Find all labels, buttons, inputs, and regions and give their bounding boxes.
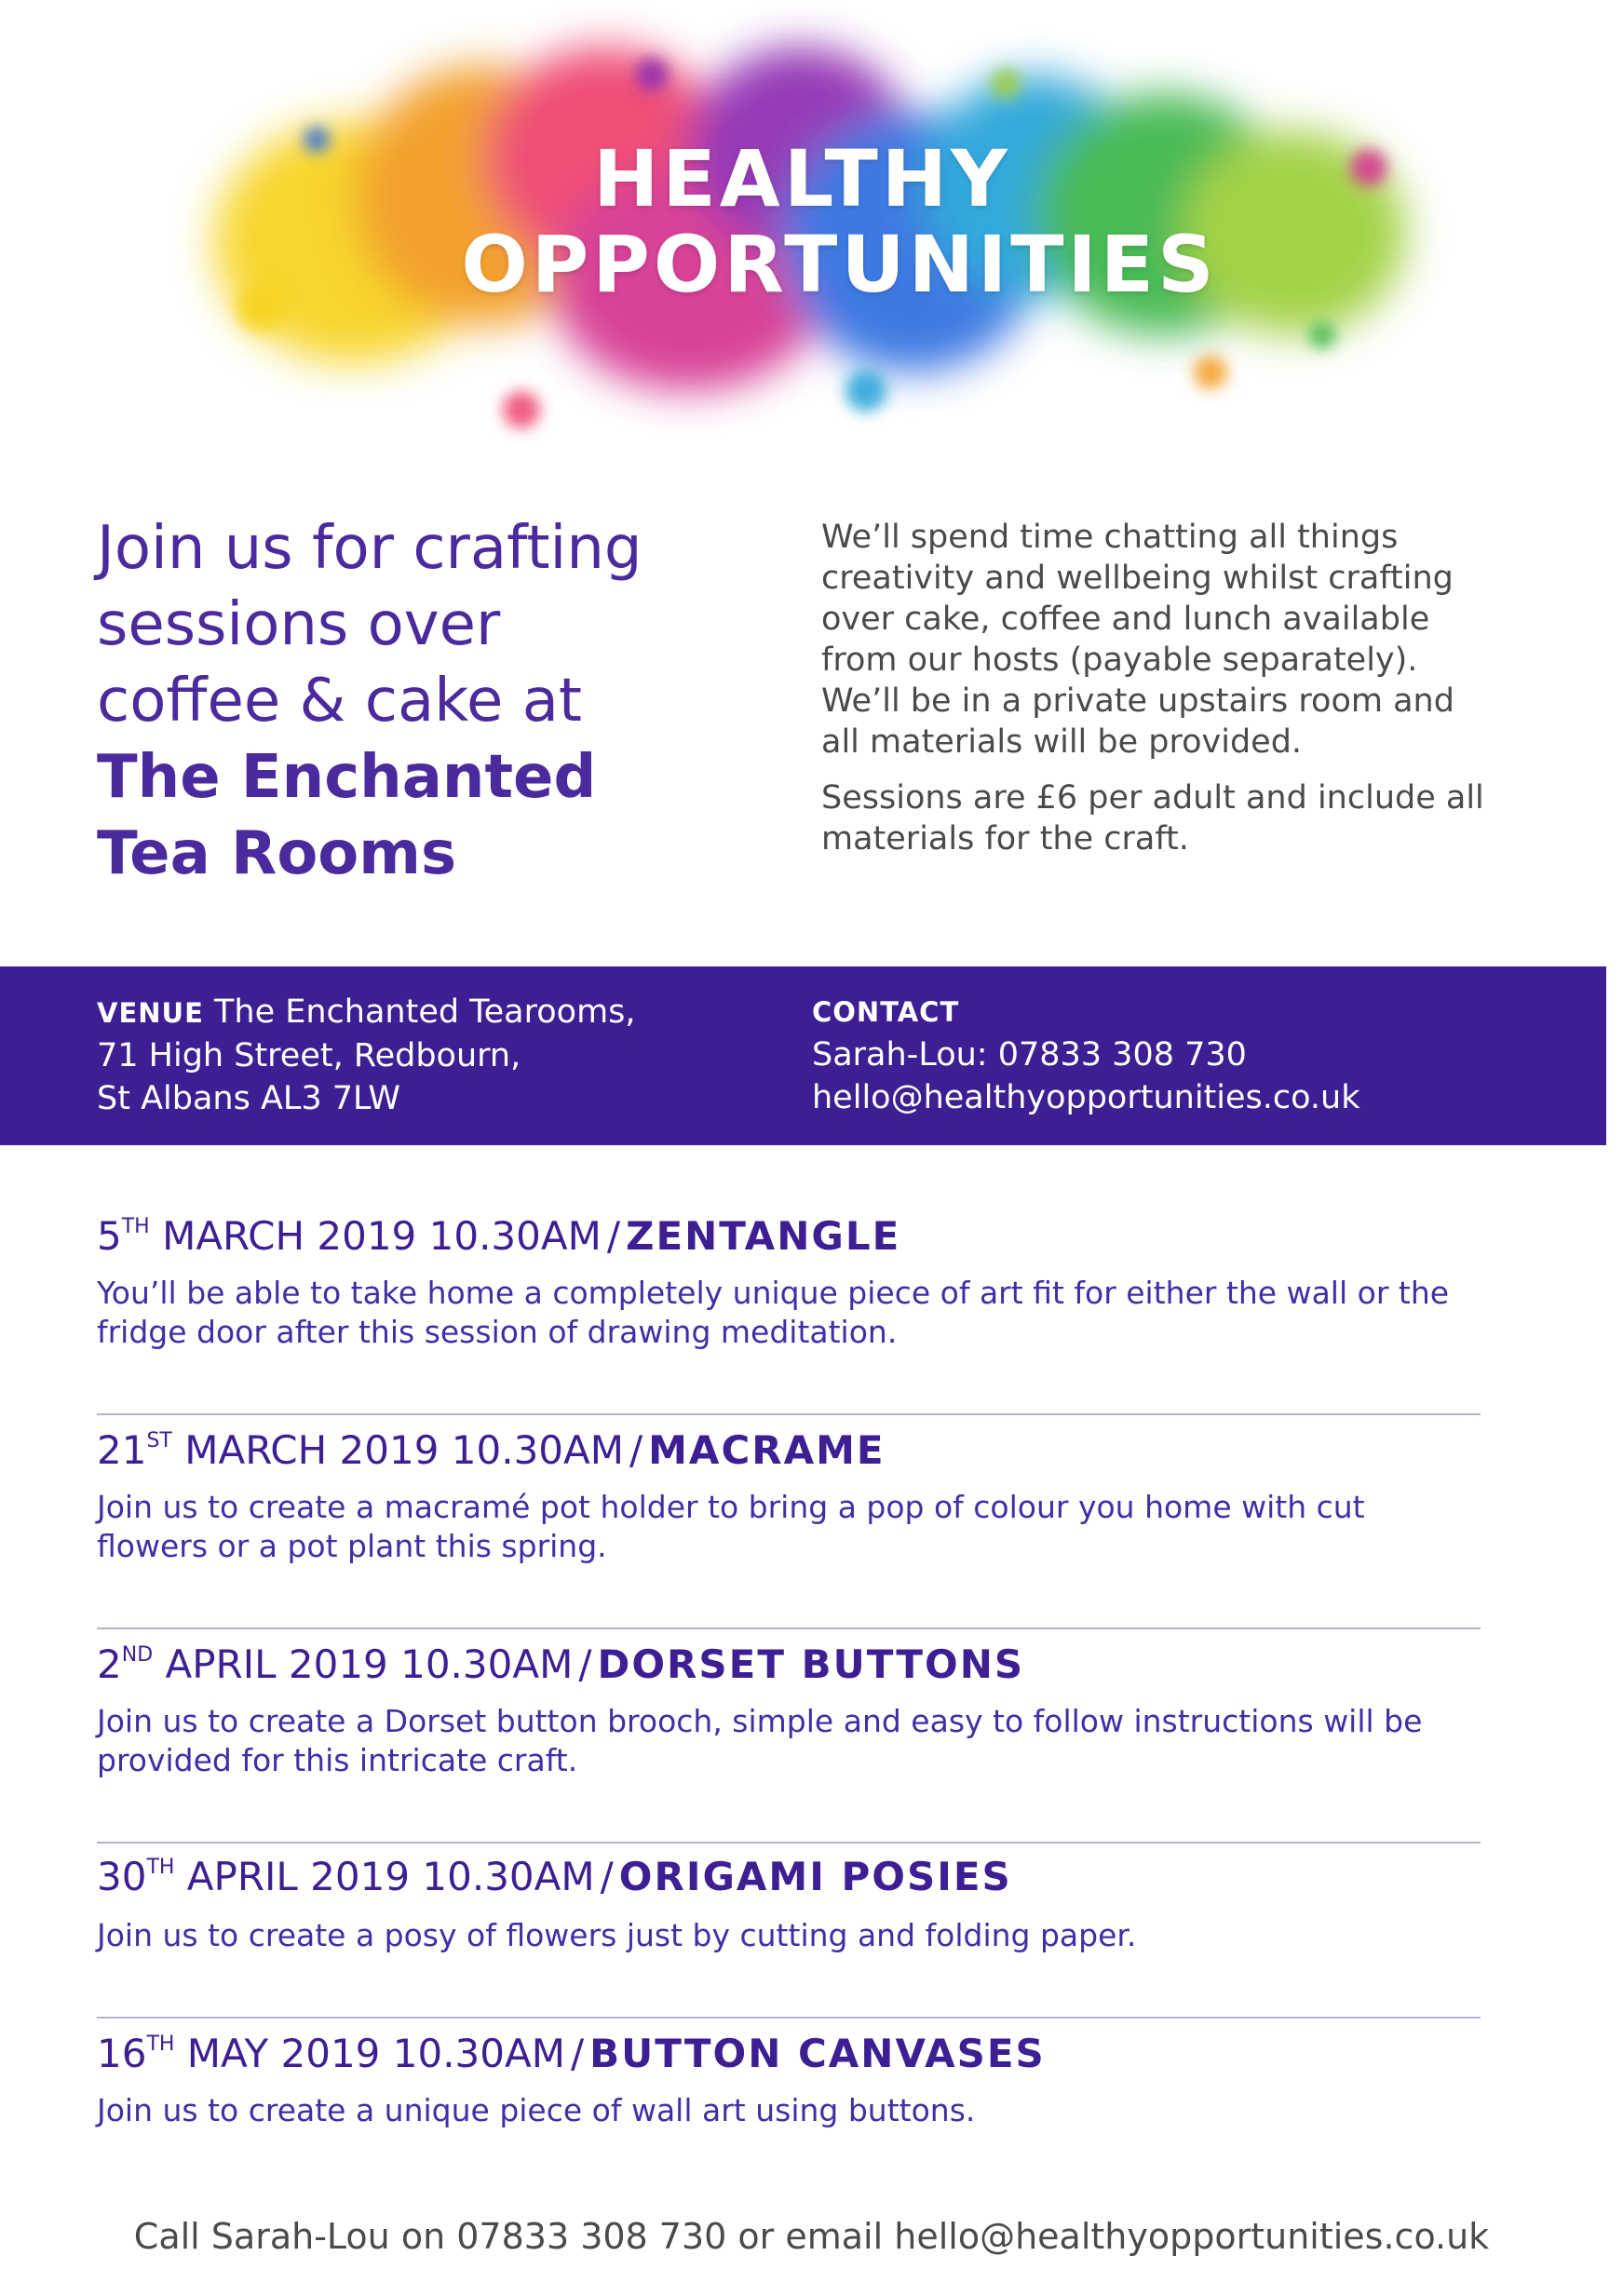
session-date-time: APRIL 2019 10.30AM (186, 1854, 595, 1899)
sessions-list (97, 1201, 1481, 2233)
intro-heading-line3: coffee & cake at (97, 667, 582, 736)
session-separator: / (629, 1427, 643, 1473)
session-day-suffix: TH (146, 1856, 175, 1879)
session-heading (97, 1853, 1012, 1901)
session-description: You’ll be able to take home a completely unique piece of art fit for either the wall or the fridge door after this session of drawing meditation. (97, 1275, 1450, 1350)
session-date-time: MARCH 2019 10.30AM (162, 1213, 602, 1259)
session-day: 2 (97, 1641, 122, 1687)
intro-body (821, 517, 1492, 859)
session-description: Join us to create a Dorset button brooch, simple and easy to follow instructions will be provided for this intricate craft. (97, 1703, 1423, 1778)
session-item (97, 1201, 1481, 1415)
intro-venue-line1: The Enchanted (97, 743, 597, 812)
session-heading (97, 1641, 1024, 1689)
session-separator: / (578, 1641, 592, 1687)
session-heading (97, 1212, 900, 1261)
venue-label: VENUE (97, 997, 204, 1029)
session-day-suffix: ST (146, 1429, 172, 1452)
intro-paragraph-2: Sessions are £6 per adult and include all materials for the craft. (821, 779, 1484, 858)
session-day-suffix: TH (146, 2033, 175, 2056)
contact-email: hello@healthyopportunities.co.uk (812, 1079, 1360, 1116)
contact-block (812, 991, 1594, 1119)
session-separator: / (600, 1854, 614, 1899)
contact-label: CONTACT (812, 996, 960, 1028)
session-date-time: APRIL 2019 10.30AM (165, 1641, 574, 1687)
session-date-time: MARCH 2019 10.30AM (184, 1427, 624, 1473)
session-day: 30 (97, 1854, 147, 1899)
session-item (97, 1629, 1481, 1844)
brand-title-line1: HEALTHY (593, 133, 1011, 224)
session-title: ORIGAMI POSIES (618, 1854, 1012, 1899)
session-day: 5 (97, 1213, 122, 1259)
session-title: BUTTON CANVASES (589, 2031, 1046, 2076)
intro-heading-line2: sessions over (97, 590, 501, 659)
venue-line3: St Albans AL3 7LW (97, 1080, 400, 1117)
venue-block (97, 991, 767, 1120)
session-description: Join us to create a unique piece of wall art using buttons. (97, 2092, 976, 2128)
paint-splash-header (0, 0, 1623, 475)
intro-heading (97, 510, 749, 892)
footer-contact-line: Call Sarah-Lou on 07833 308 730 or email hello@healthyopportunities.co.uk (133, 2216, 1490, 2257)
intro-venue-line2: Tea Rooms (97, 819, 457, 888)
session-separator: / (606, 1213, 620, 1259)
session-date-time: MAY 2019 10.30AM (186, 2031, 565, 2076)
session-description: Join us to create a posy of flowers just by cutting and folding paper. (97, 1917, 1137, 1953)
session-heading (97, 2030, 1046, 2078)
session-title: ZENTANGLE (626, 1213, 901, 1259)
session-heading (97, 1426, 886, 1475)
brand-title-line2: OPPORTUNITIES (461, 219, 1218, 310)
contact-phone: Sarah-Lou: 07833 308 730 (812, 1036, 1247, 1074)
session-item (97, 1415, 1481, 1629)
session-day-suffix: ND (121, 1643, 154, 1667)
session-day-suffix: TH (121, 1215, 150, 1238)
venue-line1: The Enchanted Tearooms, (214, 993, 636, 1031)
brand-title (0, 133, 1623, 310)
session-day: 16 (97, 2031, 147, 2076)
session-day: 21 (97, 1427, 147, 1473)
intro-heading-line1: Join us for crafting (97, 514, 642, 583)
info-band (0, 966, 1606, 1145)
venue-line2: 71 High Street, Redbourn, (97, 1037, 521, 1074)
session-item (97, 2019, 1481, 2233)
intro-paragraph-1: We’ll spend time chatting all things creativity and wellbeing whilst crafting over cake, coffee and lunch available from our hosts (payable separately). We’ll be in a private upstairs room and all materials will be provided. (821, 519, 1454, 761)
session-separator: / (570, 2031, 585, 2076)
session-title: MACRAME (648, 1427, 886, 1473)
session-item (97, 1844, 1481, 2019)
session-description: Join us to create a macramé pot holder to bring a pop of colour you home with cut flowers or a pot plant this spring. (97, 1489, 1365, 1564)
session-title: DORSET BUTTONS (597, 1641, 1025, 1687)
